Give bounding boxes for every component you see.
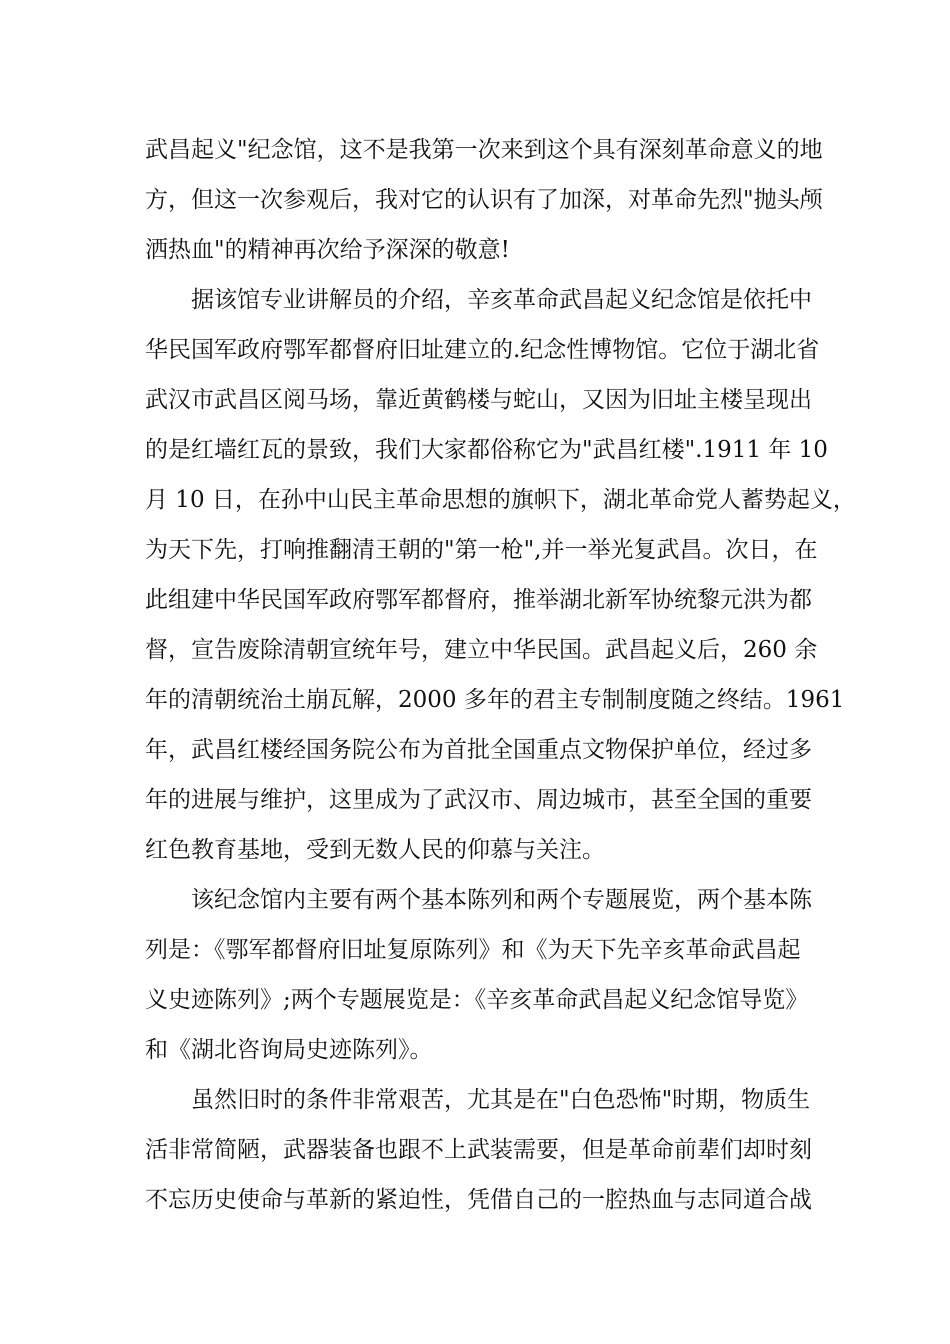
paragraph — [145, 125, 830, 275]
text-line: 月 10 日，在孙中山民主革命思想的旗帜下，湖北革命党人蓄势起义， — [145, 487, 856, 513]
text-line: 年的清朝统治土崩瓦解，2000 多年的君主专制制度随之终结。1961 — [145, 687, 845, 713]
text-line: 洒热血"的精神再次给予深深的敬意! — [145, 237, 510, 263]
text-line: 为天下先，打响推翻清王朝的"第一枪",并一举光复武昌。次日，在 — [145, 537, 818, 563]
document-body — [145, 125, 856, 1225]
text-line: 虽然旧时的条件非常艰苦，尤其是在"白色恐怖"时期，物质生 — [191, 1087, 811, 1113]
text-line: 武汉市武昌区阅马场，靠近黄鹤楼与蛇山，又因为旧址主楼呈现出 — [145, 387, 812, 413]
text-line: 年的进展与维护，这里成为了武汉市、周边城市，甚至全国的重要 — [145, 787, 812, 813]
text-line: 列是：《鄂军都督府旧址复原陈列》和《为天下先辛亥革命武昌起 — [145, 937, 801, 963]
text-line: 此组建中华民国军政府鄂军都督府，推举湖北新军协统黎元洪为都 — [145, 587, 812, 613]
paragraph — [145, 875, 830, 1075]
text-line: 的是红墙红瓦的景致，我们大家都俗称它为"武昌红楼".1911 年 10 — [145, 437, 828, 463]
text-line: 该纪念馆内主要有两个基本陈列和两个专题展览，两个基本陈 — [191, 887, 812, 913]
text-line: 年，武昌红楼经国务院公布为首批全国重点文物保护单位，经过多 — [145, 737, 812, 763]
text-line: 和《湖北咨询局史迹陈列》。 — [145, 1037, 433, 1063]
text-line: 方，但这一次参观后，我对它的认识有了加深，对革命先烈"抛头颅 — [145, 187, 823, 213]
text-line: 武昌起义"纪念馆，这不是我第一次来到这个具有深刻革命意义的地 — [145, 137, 823, 163]
text-line: 不忘历史使命与革新的紧迫性，凭借自己的一腔热血与志同道合战 — [145, 1187, 812, 1213]
text-line: 活非常简陋，武器装备也跟不上武装需要，但是革命前辈们却时刻 — [145, 1137, 812, 1163]
text-line: 红色教育基地，受到无数人民的仰慕与关注。 — [145, 837, 605, 863]
text-line: 据该馆专业讲解员的介绍，辛亥革命武昌起义纪念馆是依托中 — [191, 287, 812, 313]
text-line: 督，宣告废除清朝宣统年号，建立中华民国。武昌起义后，260 余 — [145, 637, 818, 663]
paragraph — [145, 275, 856, 875]
text-line: 华民国军政府鄂军都督府旧址建立的.纪念性博物馆。它位于湖北省 — [145, 337, 820, 363]
paragraph — [145, 1075, 830, 1225]
text-line: 义史迹陈列》;两个专题展览是：《辛亥革命武昌起义纪念馆导览》 — [145, 987, 809, 1013]
